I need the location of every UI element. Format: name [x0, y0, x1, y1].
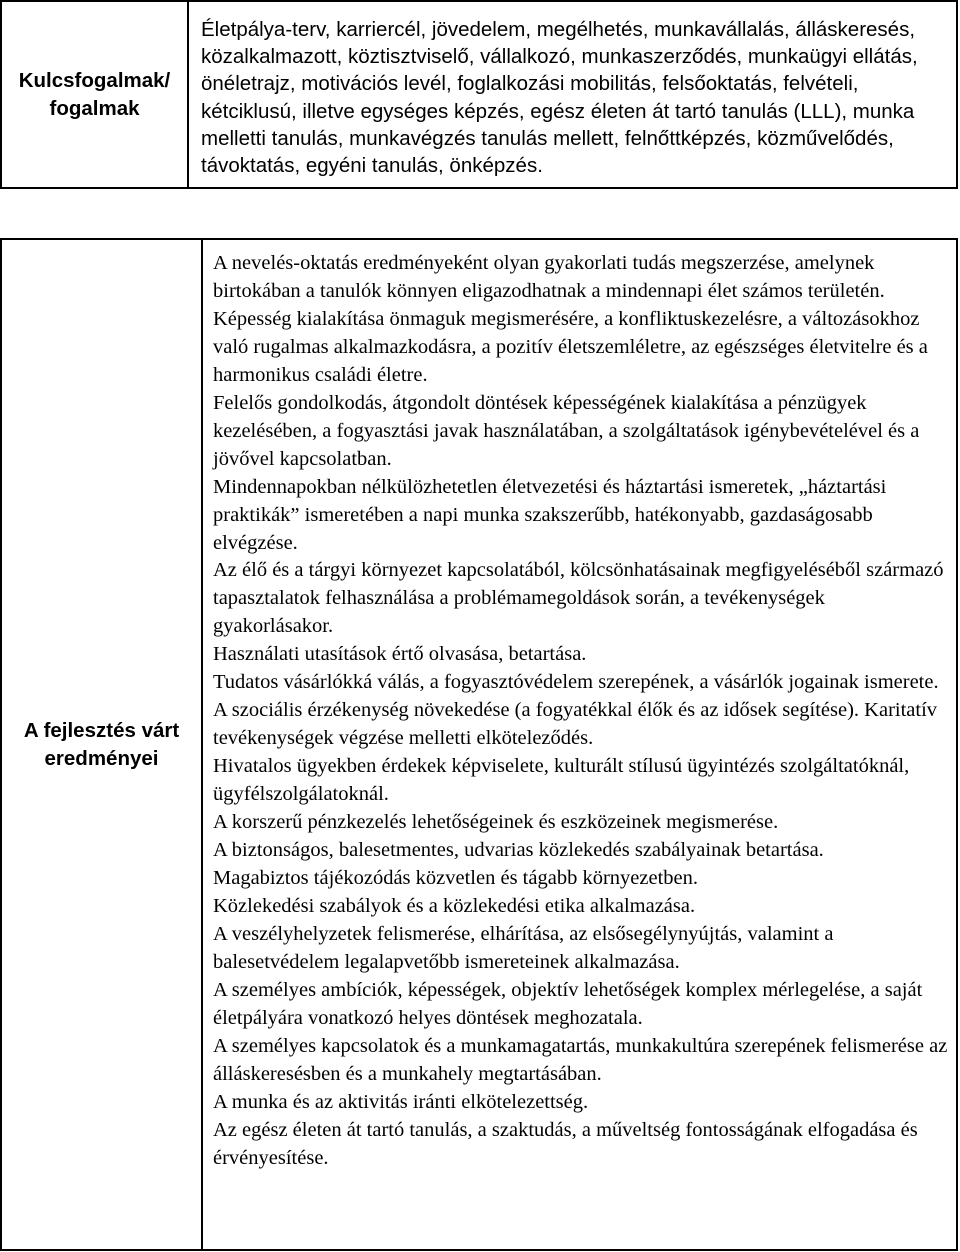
result-paragraph: A munka és az aktivitás iránti elkötelezettség. — [213, 1090, 589, 1113]
result-paragraph: Használati utasítások értő olvasása, betartása. — [213, 643, 587, 666]
result-paragraph: Az élő és a tárgyi környezet kapcsolatából, kölcsönhatásainak megfigyeléséből származó tapasztalatok felhasználása a problémamegoldások során, a tevékenységek gyakorlásakor. — [213, 559, 944, 638]
key-concepts-table — [0, 0, 958, 189]
result-paragraph: A biztonságos, balesetmentes, udvarias közlekedés szabályainak betartása. — [213, 839, 824, 862]
result-paragraph: Az egész életen át tartó tanulás, a szaktudás, a műveltség fontosságának elfogadása és érvényesítése. — [213, 1118, 918, 1169]
key-concepts-label: Kulcsfogalmak/ fogalmak — [1, 1, 188, 188]
result-paragraph: Felelős gondolkodás, átgondolt döntések képességének kialakítása a pénzügyek kezelésében, a fogyasztási javak használatában, a szolgáltatások igénybevételével és a jövővel kapcsolatban. — [213, 391, 920, 470]
result-paragraph: Mindennapokban nélkülözhetetlen életvezetési és háztartási ismeretek, „háztartási praktikák” ismeretében a napi munka szakszerűbb, hatékonyabb, gazdaságosabb elvégzése. — [213, 475, 887, 554]
result-paragraph: Hivatalos ügyekben érdekek képviselete, kulturált stílusú ügyintézés szolgáltatóknál, ügyfélszolgálatoknál. — [213, 755, 910, 806]
expected-results-table — [0, 238, 958, 1251]
result-paragraph: A nevelés-oktatás eredményeként olyan gyakorlati tudás megszerzése, amelynek birtokában a tanulók könnyen eligazodhatnak a mindennapi élet számos területén. — [213, 252, 885, 302]
result-paragraph: Közlekedési szabályok és a közlekedési etika alkalmazása. — [213, 894, 696, 917]
result-paragraph: A személyes ambíciók, képességek, objektív lehetőségek komplex mérlegelése, a saját életpályára vonatkozó helyes döntések meghozatala. — [213, 978, 923, 1029]
result-paragraph: Magabiztos tájékozódás közvetlen és tágabb környezetben. — [213, 866, 698, 889]
result-paragraph: Tudatos vásárlókká válás, a fogyasztóvédelem szerepének, a vásárlók jogainak ismerete. — [213, 671, 939, 694]
result-paragraph: A korszerű pénzkezelés lehetőségeinek és eszközeinek megismerése. — [213, 811, 779, 834]
result-paragraph: A veszélyhelyzetek felismerése, elhárítása, az elsősegélynyújtás, valamint a balesetvédelem legalapvetőbb ismereteinek alkalmazása. — [213, 922, 834, 973]
result-paragraph: Képesség kialakítása önmaguk megismerésére, a konfliktuskezelésre, a változásokhoz való rugalmas alkalmazkodásra, a pozitív életszemléletre, az egészséges életvitelre és a harmonikus családi életre. — [213, 307, 928, 386]
result-paragraph: A személyes kapcsolatok és a munkamagatartás, munkakultúra szerepének felismerése az álláskeresésben és a munkahely megtartásában. — [213, 1034, 948, 1085]
expected-results-label: A fejlesztés várt eredményei — [1, 239, 202, 1250]
expected-results-text — [202, 239, 957, 1250]
result-paragraph: A szociális érzékenység növekedése (a fogyatékkal élők és az idősek segítése). Karitatív tevékenységek végzése melletti elköteleződés. — [213, 699, 938, 750]
key-concepts-text: Életpálya-terv, karriercél, jövedelem, megélhetés, munkavállalás, álláskeresés, közalkalmazott, köztisztviselő, vállalkozó, munkaszerződés, munkaügyi ellátás, önéletrajz, motivációs levél, foglalkozási mobilitás, felsőoktatás, felvételi, kétciklusú, illetve egységes képzés, egész életen át tartó tanulás (LLL), munka melletti tanulás, munkavégzés tanulás mellett, felnőttképzés, közművelődés, távoktatás, egyéni tanulás, önképzés. — [188, 1, 957, 188]
